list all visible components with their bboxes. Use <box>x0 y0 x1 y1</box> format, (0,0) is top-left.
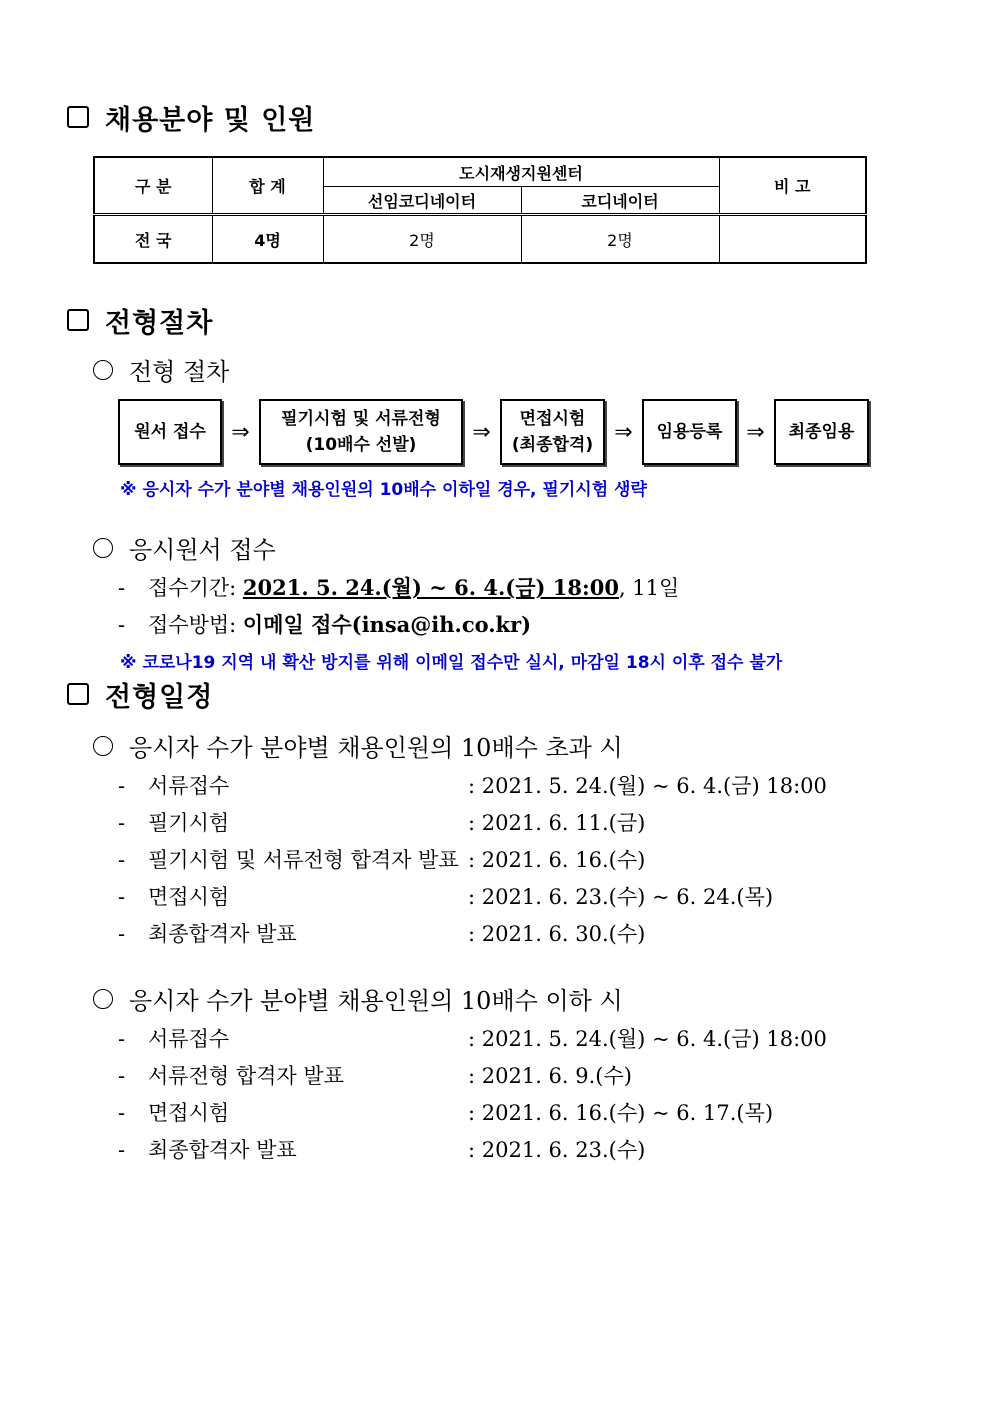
flow-step-2-label: 필기시험 및 서류전형 <box>281 409 441 429</box>
dash-bullet: - <box>118 885 126 909</box>
dash-bullet: - <box>118 848 126 872</box>
circle-bullet-icon <box>93 989 113 1009</box>
flow-step-3-sublabel: (최종합격) <box>511 435 594 455</box>
schedule-label: 필기시험 <box>148 811 230 835</box>
section-schedule <box>67 674 213 714</box>
schedule-label: 최종합격자 발표 <box>148 1138 297 1162</box>
dash-bullet: - <box>118 1101 126 1125</box>
dash-bullet: - <box>118 811 126 835</box>
period-suffix: , 11일 <box>618 576 680 600</box>
checkbox-icon <box>67 106 89 128</box>
row-label: 전 국 <box>94 215 212 264</box>
schedule-label: 서류접수 <box>148 774 230 798</box>
row-note <box>719 215 866 264</box>
schedule-value: : 2021. 6. 11.(금) <box>468 811 646 835</box>
schedule-value: : 2021. 6. 9.(수) <box>468 1064 632 1088</box>
schedule-label: 서류접수 <box>148 1027 230 1051</box>
schedule-under-item <box>118 1097 774 1127</box>
flow-arrow-icon: ⇒ <box>614 419 633 445</box>
application-note: ※ 코로나19 지역 내 확산 방지를 위해 이메일 접수만 실시, 마감일 18시 이후 접수 불가 <box>120 653 783 673</box>
recruitment-table <box>93 156 867 264</box>
flow-step-3 <box>500 399 605 465</box>
circle-bullet-icon <box>93 736 113 756</box>
header-sub2: 코디네이터 <box>521 187 719 215</box>
period-label: 접수기간: <box>148 576 243 600</box>
header-group: 도시재생지원센터 <box>323 157 719 187</box>
process-heading <box>93 352 229 387</box>
schedule-label: 면접시험 <box>148 1101 230 1125</box>
row-sub1: 2명 <box>323 215 521 264</box>
schedule-value: : 2021. 5. 24.(월) ~ 6. 4.(금) 18:00 <box>468 774 827 798</box>
schedule-over-heading <box>93 728 623 763</box>
dash-bullet: - <box>118 613 126 637</box>
section-process <box>67 300 213 340</box>
schedule-value: : 2021. 6. 23.(수) <box>468 1138 646 1162</box>
schedule-under-heading-text: 응시자 수가 분야별 채용인원의 10배수 이하 시 <box>129 987 623 1015</box>
flow-arrow-icon: ⇒ <box>231 419 250 445</box>
header-note: 비 고 <box>719 157 866 215</box>
application-period <box>118 572 679 602</box>
schedule-over-item <box>118 770 827 800</box>
flow-arrow-icon: ⇒ <box>746 419 765 445</box>
checkbox-icon <box>67 309 89 331</box>
header-sub1: 선임코디네이터 <box>323 187 521 215</box>
flow-step-5 <box>774 399 869 465</box>
flow-step-1 <box>118 399 222 465</box>
schedule-label: 필기시험 및 서류전형 합격자 발표 <box>148 848 459 872</box>
schedule-value: : 2021. 6. 30.(수) <box>468 922 646 946</box>
flow-step-3-label: 면접시험 <box>519 409 586 429</box>
header-category: 구 분 <box>94 157 212 215</box>
process-flow <box>118 399 869 465</box>
schedule-value: : 2021. 6. 16.(수) ~ 6. 17.(목) <box>468 1101 774 1125</box>
flow-step-4 <box>642 399 737 465</box>
schedule-under-heading <box>93 981 623 1016</box>
process-note: ※ 응시자 수가 분야별 채용인원의 10배수 이하일 경우, 필기시험 생략 <box>120 480 647 500</box>
schedule-under-item <box>118 1060 632 1090</box>
flow-step-4-label: 임용등록 <box>656 422 723 442</box>
method-label: 접수방법: <box>148 613 243 637</box>
section-title-process: 전형절차 <box>105 307 214 339</box>
dash-bullet: - <box>118 576 126 600</box>
flow-arrow-icon: ⇒ <box>472 419 491 445</box>
application-heading <box>93 530 276 565</box>
schedule-over-item <box>118 918 646 948</box>
schedule-label: 서류전형 합격자 발표 <box>148 1064 344 1088</box>
schedule-under-item <box>118 1023 827 1053</box>
dash-bullet: - <box>118 1027 126 1051</box>
header-total: 합 계 <box>212 157 323 215</box>
flow-step-2-sublabel: (10배수 선발) <box>305 435 417 455</box>
schedule-over-item <box>118 844 646 874</box>
schedule-value: : 2021. 5. 24.(월) ~ 6. 4.(금) 18:00 <box>468 1027 827 1051</box>
schedule-under-item <box>118 1134 646 1164</box>
dash-bullet: - <box>118 922 126 946</box>
period-value: 2021. 5. 24.(월) ~ 6. 4.(금) 18:00 <box>242 575 619 600</box>
method-value: 이메일 접수(insa@ih.co.kr) <box>242 612 532 637</box>
schedule-label: 면접시험 <box>148 885 230 909</box>
circle-bullet-icon <box>93 360 113 380</box>
application-heading-text: 응시원서 접수 <box>129 536 276 564</box>
dash-bullet: - <box>118 1138 126 1162</box>
circle-bullet-icon <box>93 538 113 558</box>
dash-bullet: - <box>118 1064 126 1088</box>
schedule-label: 최종합격자 발표 <box>148 922 297 946</box>
dash-bullet: - <box>118 774 126 798</box>
schedule-over-heading-text: 응시자 수가 분야별 채용인원의 10배수 초과 시 <box>129 734 623 762</box>
row-total: 4명 <box>212 215 323 264</box>
checkbox-icon <box>67 683 89 705</box>
schedule-value: : 2021. 6. 16.(수) <box>468 848 646 872</box>
schedule-value: : 2021. 6. 23.(수) ~ 6. 24.(목) <box>468 885 774 909</box>
row-sub2: 2명 <box>521 215 719 264</box>
application-method <box>118 609 531 639</box>
section-recruitment <box>67 97 315 137</box>
schedule-over-item <box>118 807 646 837</box>
flow-step-5-label: 최종임용 <box>788 422 855 442</box>
schedule-over-item <box>118 881 774 911</box>
flow-step-2 <box>259 399 463 465</box>
flow-step-1-label: 원서 접수 <box>134 422 206 442</box>
section-title-recruitment: 채용분야 및 인원 <box>105 104 316 136</box>
section-title-schedule: 전형일정 <box>105 681 214 713</box>
process-heading-text: 전형 절차 <box>129 358 230 386</box>
